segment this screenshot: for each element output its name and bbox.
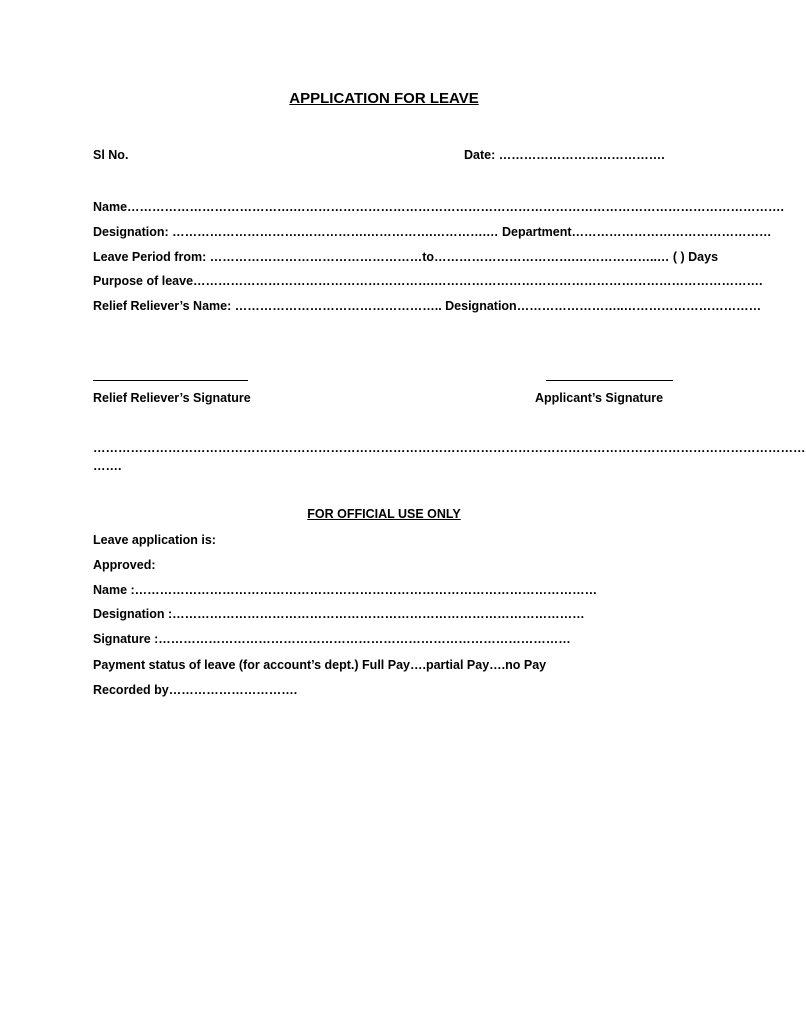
approved-label: Approved: <box>93 558 156 572</box>
recorded-by-field: Recorded by…………………………. <box>93 683 298 697</box>
official-signature-field: Signature :……………………………………………………………………………………… <box>93 632 571 646</box>
date-field: Date: …………………………………. <box>464 148 665 162</box>
sl-no-label: Sl No. <box>93 148 129 162</box>
applicant-signature-label: Applicant’s Signature <box>535 391 664 405</box>
form-title: APPLICATION FOR LEAVE <box>289 90 479 107</box>
remarks-line-1: ……………………………………………………………………………………………………………………………………………………… <box>93 441 806 455</box>
official-name-field: Name :………………………………………………………………………………………………… <box>93 583 598 597</box>
official-designation-field: Designation :……………………………………………………………………………………… <box>93 607 585 621</box>
purpose-field: Purpose of leave………………………………………………….……………………………………………………………………. <box>93 274 763 288</box>
reliever-field: Relief Reliever’s Name: ………………………………………….. Designation……………………..…………………………… <box>93 299 762 313</box>
applicant-signature-line <box>546 380 673 381</box>
leave-period-field: Leave Period from: ……………………………………………to…………………………….………………..… ( ) Days <box>93 250 719 264</box>
designation-department-field: Designation: ………………………….…………….…………….………….… Department………………………………………… <box>93 225 772 239</box>
name-field: Name………………………………….………………………………………………………………………………………………………. <box>93 200 784 214</box>
official-use-heading: FOR OFFICIAL USE ONLY <box>307 507 461 521</box>
reliever-signature-label: Relief Reliever’s Signature <box>93 391 251 405</box>
status-label: Leave application is: <box>93 533 216 547</box>
reliever-signature-line <box>93 380 248 381</box>
remarks-line-2: ……. <box>93 459 122 473</box>
payment-status-field: Payment status of leave (for account’s dept.) Full Pay….partial Pay….no Pay <box>93 658 547 672</box>
